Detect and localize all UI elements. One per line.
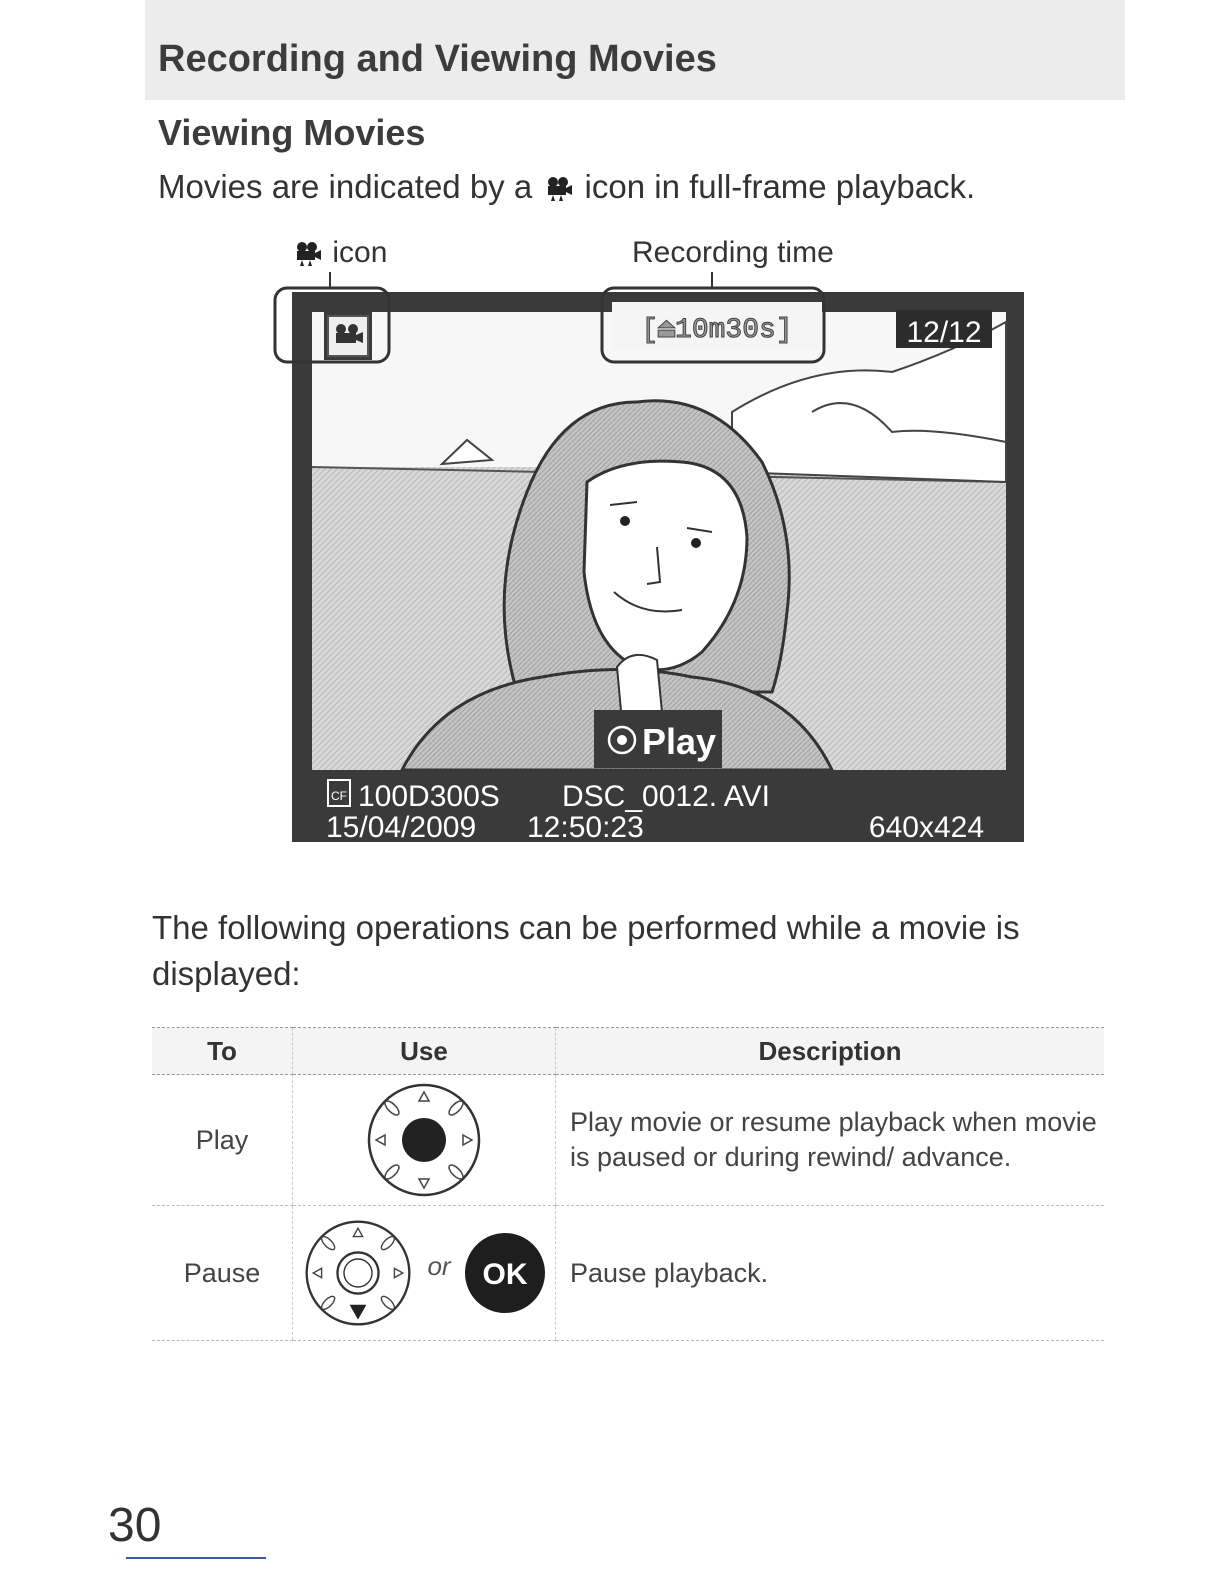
table-row [152, 1075, 1104, 1206]
table-row [152, 1206, 1104, 1341]
play-hint: Play [642, 721, 717, 762]
file-name: DSC_0012. AVI [562, 780, 770, 813]
page-heading: Viewing Movies [158, 112, 426, 153]
multi-selector-down-icon [302, 1217, 414, 1329]
row-description: Play movie or resume playback when movie is paused or during rewind/ advance. [556, 1075, 1105, 1206]
resolution: 640x424 [868, 811, 984, 842]
operations-intro: The following operations can be performed while a movie is displayed: [152, 909, 1020, 992]
frame-counter: 12/12 [906, 316, 982, 349]
col-header-to: To [152, 1028, 293, 1075]
recording-time-callout-label: Recording time [632, 236, 834, 269]
section-title: Recording and Viewing Movies [158, 38, 717, 80]
recording-date: 15/04/2009 [326, 811, 477, 842]
callout-boxes [0, 0, 1224, 400]
ok-label: OK [482, 1258, 528, 1291]
intro-after: icon in full-frame playback. [584, 168, 976, 205]
row-description: Pause playback. [556, 1206, 1105, 1341]
intro-before: Movies are indicated by a [158, 168, 533, 205]
ok-button-icon [464, 1232, 546, 1314]
icon-label-text: icon [332, 236, 388, 269]
col-header-use: Use [293, 1028, 556, 1075]
row-action: Pause [152, 1206, 293, 1341]
page-number-rule [126, 1557, 266, 1559]
row-control [293, 1075, 556, 1206]
operations-table [152, 1027, 1104, 1341]
or-text: or [427, 1250, 451, 1281]
row-action: Play [152, 1075, 293, 1206]
recording-time: [⏏10m30s] [641, 315, 793, 346]
row-control [293, 1206, 556, 1341]
card-icon: CF [331, 789, 347, 803]
multi-selector-center-icon [364, 1080, 484, 1200]
page-number: 30 [108, 1499, 162, 1552]
col-header-description: Description [556, 1028, 1105, 1075]
folder-name: 100D300S [358, 780, 500, 813]
recording-clock: 12:50:23 [527, 811, 644, 842]
